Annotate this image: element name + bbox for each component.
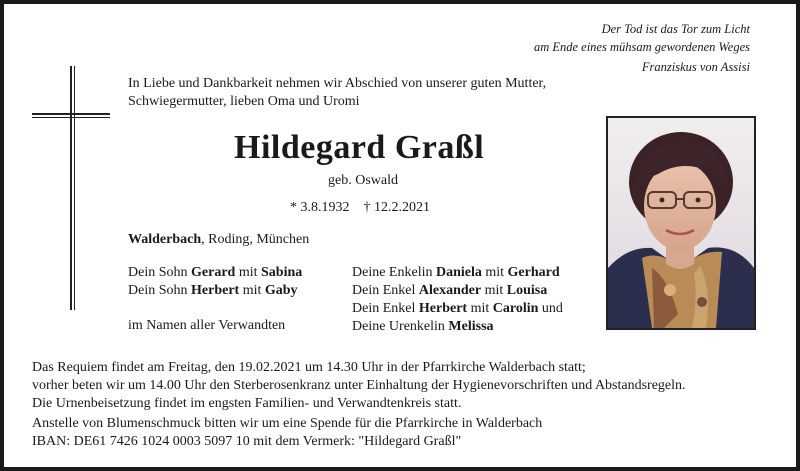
portrait-image (608, 118, 754, 328)
footer-line-4: Anstelle von Blumenschmuck bitten wir um eine Spende für die Pfarrkirche in Walderbach (32, 416, 543, 431)
footer-line-1: Das Requiem findet am Freitag, den 19.02.2021 um 14.30 Uhr in der Pfarrkirche Walderbach statt; (32, 360, 586, 375)
birth-date: * 3.8.1932 (290, 200, 350, 215)
places-line (128, 232, 309, 248)
family-list-left (128, 264, 302, 300)
intro-text (128, 75, 546, 111)
family-entry: Deine Urenkelin Melissa (352, 319, 494, 334)
epigraph-quote (534, 20, 750, 56)
intro-line-1: In Liebe und Dankbarkeit nehmen wir Abschied von unserer guten Mutter, (128, 76, 547, 91)
footer-line-5: IBAN: DE61 7426 1024 0003 5097 10 mit dem Vermerk: "Hildegard Graßl" (32, 434, 462, 449)
relatives-note: im Namen aller Verwandten (128, 318, 286, 333)
intro-line-2: Schwiegermutter, lieben Oma und Uromi (128, 94, 360, 109)
family-entry: Dein Sohn Herbert mit Gaby (128, 283, 298, 298)
portrait-photo (606, 116, 756, 330)
death-date: † 12.2.2021 (363, 200, 430, 215)
place-main: Walderbach (128, 232, 202, 247)
life-dates (290, 200, 430, 216)
maiden-name: geb. Oswald (328, 173, 398, 188)
deceased-name: Hildegard Graßl (234, 129, 485, 166)
service-details (32, 359, 686, 413)
family-entry: Dein Enkel Herbert mit Carolin und (352, 301, 563, 316)
place-rest: , Roding, München (201, 232, 310, 247)
family-entry: Deine Enkelin Daniela mit Gerhard (352, 265, 560, 280)
footer-line-3: Die Urnenbeisetzung findet im engsten Familien- und Verwandtenkreis statt. (32, 396, 462, 411)
family-list-right (352, 264, 563, 336)
family-entry: Dein Enkel Alexander mit Louisa (352, 283, 548, 298)
quote-line-1: Der Tod ist das Tor zum Licht (601, 22, 750, 36)
quote-line-2: am Ende eines mühsam gewordenen Weges (533, 40, 750, 54)
footer-line-2: vorher beten wir um 14.00 Uhr den Sterberosenkranz unter Einhaltung der Hygienevorschriften und Abstandsregeln. (32, 378, 686, 393)
donation-details (32, 415, 542, 451)
quote-author: Franziskus von Assisi (641, 60, 750, 74)
family-entry: Dein Sohn Gerard mit Sabina (128, 265, 303, 280)
